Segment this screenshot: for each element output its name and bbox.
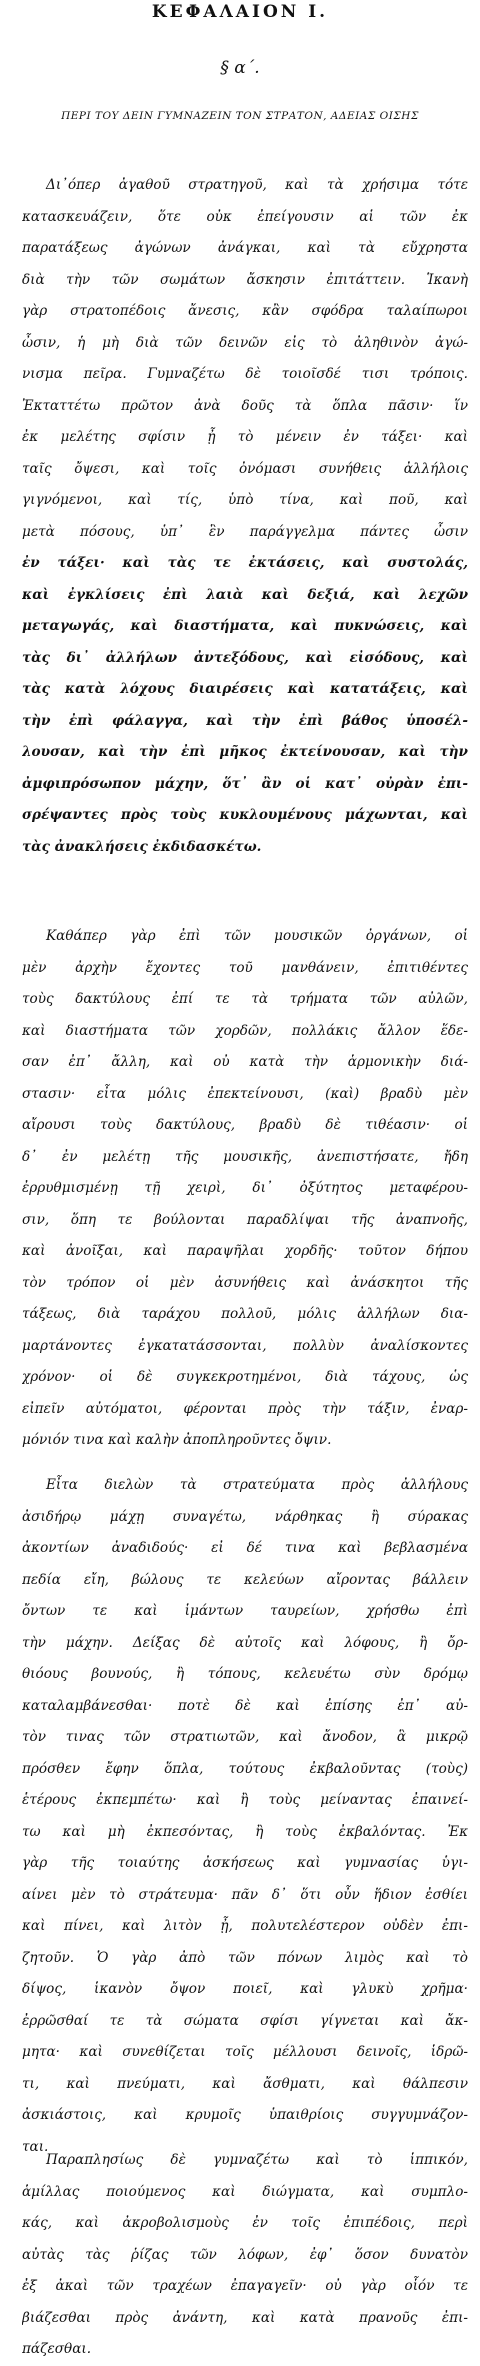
text-line: πάζεσθαι.	[22, 2341, 92, 2357]
text-line: τοὺς δακτύλους ἐπί τε τὰ τρήματα τῶν αὐλῶν,	[22, 991, 468, 1007]
text-line: Καθάπερ γὰρ ἐπὶ τῶν μουσικῶν ὀργάνων, οἱ	[46, 928, 468, 944]
text-line: ζητοῦν. Ὁ γὰρ ἀπὸ τῶν πόνων λιμὸς καὶ τὸ	[22, 1949, 468, 1966]
paragraph-4	[22, 2145, 468, 2366]
text-line: ἀσιδήρῳ μάχῃ συναγέτω, νάρθηκας ἢ σύρακας	[22, 1508, 468, 1525]
text-line: αὐτὰς τὰς ῥίζας τῶν λόφων, ἐφ᾽ ὅσον δυνατὸν	[22, 2246, 468, 2263]
paragraph-1	[22, 170, 468, 863]
text-line: κάς, καὶ ἀκροβολισμοὺς ἐν τοῖς ἐπιπέδοις, περὶ	[22, 2215, 468, 2231]
text-line: ταῖς ὄψεσι, καὶ τοῖς ὀνόμασι συνήθεις ἀλλήλοις	[22, 460, 468, 477]
text-line: γὰρ στρατοπέδοις ἄνεσις, κἂν σφόδρα ταλαίπωροι	[22, 303, 468, 319]
text-line: σρέψαντες πρὸς τοὺς κυκλουμένους μάχωνται, καὶ	[22, 807, 468, 823]
text-line: δ᾽ ἐν μελέτῃ τῆς μουσικῆς, ἀνεπιστήσατε, ἤδη	[22, 1148, 468, 1165]
text-line: μητα· καὶ συνεθίζεται τοῖς μέλλουσι δεινοῖς, ἱδρῶ-	[22, 2044, 468, 2060]
text-line: τι, καὶ πνεύματι, καὶ ἄσθματι, καὶ θάλπεσιν	[22, 2075, 468, 2092]
text-line: νισμα πεῖρα. Γυμναζέτω δὲ τοιοῖσδέ τισι τρόποις.	[22, 366, 468, 382]
section-heading: ΠΕΡΙ ΤΟΥ ΔΕΙΝ ΓΥΜΝΑΖΕΙΝ ΤΟΝ ΣΤΡΑΤΟΝ, ΑΔΕΙΑΣ ΟΙΣΗΣ	[61, 110, 419, 122]
chapter-title: ΚΕΦΑΛΑΙΟΝ Ι.	[151, 2, 329, 22]
text-line: ἐρρυθμισμένῃ τῇ χειρὶ, δι᾽ ὀξύτητος μεταφέρου-	[22, 1180, 468, 1196]
text-line: πρόσθεν ἔφην ὅπλα, τούτους ἐκβαλοῦντας (τοὺς)	[22, 1760, 468, 1777]
section-mark: § α΄.	[220, 58, 260, 78]
text-line: θιόους βουνούς, ἢ τόπους, κελευέτω σὺν δρόμῳ	[22, 1666, 468, 1682]
text-line: καὶ πίνει, καὶ λιτὸν ᾖ, πολυτελέστερον οὐδὲν ἐπι-	[22, 1918, 468, 1934]
text-line: μετὰ πόσους, ὑπ᾽ ἓν παράγγελμα πάντες ὦσιν	[22, 523, 468, 540]
text-line: ἐρρῶσθαί τε τὰ σώματα σφίσι γίγνεται καὶ ἄκ-	[22, 2012, 468, 2029]
text-line: καὶ διαστήματα τῶν χορδῶν, πολλάκις ἄλλον ἕδε-	[22, 1022, 468, 1039]
text-line: καὶ ἀνοῖξαι, καὶ παραψῆλαι χορδῆς· τοῦτον δήπου	[22, 1243, 468, 1259]
text-line: ἀσκιάστοις, καὶ κρυμοῖς ὑπαιθρίοις συγγυμνάζον-	[22, 2107, 468, 2123]
text-line: δίψος, ἱκανὸν ὄψον ποιεῖ, καὶ γλυκὺ χρῆμα·	[22, 1981, 468, 1997]
text-line: ἑτέρους ἐκπεμπέτω· καὶ ἢ τοὺς μείναντας ἐπαινεί-	[22, 1792, 468, 1808]
text-line: μὲν ἀρχὴν ἔχοντες τοῦ μανθάνειν, ἐπιτιθέντες	[22, 959, 468, 976]
text-line: τὸν τινας τῶν στρατιωτῶν, καὶ ἄνοδον, ἃ μικρῷ	[22, 1729, 468, 1745]
text-line: βιάζεσθαι πρὸς ἀνάντη, καὶ κατὰ πρανοῦς ἐπι-	[22, 2309, 468, 2326]
text-line: αἴρουσι τοὺς δακτύλους, βραδὺ δὲ τιθέασιν· οἱ	[22, 1117, 468, 1133]
text-line: Δι᾽όπερ ἀγαθοῦ στρατηγοῦ, καὶ τὰ χρήσιμα τότε	[46, 177, 468, 193]
text-line: λουσαν, καὶ τὴν ἐπὶ μῆκος ἐκτείνουσαν, καὶ τὴν	[22, 744, 468, 760]
text-line: διὰ τὴν τῶν σωμάτων ἄσκησιν ἐπιτάττειν. Ἱκανὴ	[22, 271, 468, 288]
text-line: καὶ ἐγκλίσεις ἐπὶ λαιὰ καὶ δεξιά, καὶ λεχῶν	[22, 586, 468, 603]
text-line: τὰς δι᾽ ἀλλήλων ἀντεξόδους, καὶ εἰσόδους, καὶ	[22, 649, 468, 666]
text-line: γιγνόμενοι, καὶ τίς, ὑπὸ τίνα, καὶ ποῦ, καὶ	[22, 492, 468, 508]
text-line: μεταγωγάς, καὶ διαστήματα, καὶ πυκνώσεις, καὶ	[22, 618, 468, 634]
text-line: τὰς κατὰ λόχους διαιρέσεις καὶ κατατάξεις, καὶ	[22, 681, 468, 697]
text-line: στασιν· εἶτα μόλις ἐπεκτείνουσι, (καὶ) βραδὺ μὲν	[22, 1085, 468, 1102]
paragraph-2	[22, 921, 468, 1457]
text-line: ἁμίλλας ποιούμενος καὶ διώγματα, καὶ συμπλο-	[22, 2183, 468, 2200]
text-line: παρατάξεως ἀγώνων ἀνάγκαι, καὶ τὰ εὔχρηστα	[22, 240, 468, 256]
text-line: τὴν ἐπὶ φάλαγγα, καὶ τὴν ἐπὶ βάθος ὑποσέλ-	[22, 712, 468, 729]
text-line: ὄντων τε καὶ ἱμάντων ταυρείων, χρήσθω ἐπὶ	[22, 1603, 468, 1619]
text-line: γὰρ τῆς τοιαύτης ἀσκήσεως καὶ γυμνασίας ὑγι-	[22, 1855, 468, 1871]
text-line: τάξεως, διὰ ταράχου πολλοῦ, μόλις ἀλλήλων δια-	[22, 1306, 468, 1322]
text-line: Ἐκταττέτω πρῶτον ἀνὰ δοῦς τὰ ὅπλα πᾶσιν· ἵν	[22, 397, 468, 414]
text-line: ἐκ μελέτης σφίσιν ᾖ τὸ μένειν ἐν τάξει· καὶ	[22, 429, 468, 445]
text-line: αίνει μὲν τὸ στράτευμα· πᾶν δ᾽ ὅτι οὖν ἥδιον ἐσθίει	[22, 1886, 468, 1903]
text-line: ἀκοντίων ἀναδιδούς· εἰ δέ τινα καὶ βεβλασμένα	[22, 1540, 468, 1556]
text-line: μόνιόν τινα καὶ καλὴν ἀποπληροῦντες ὄψιν.	[22, 1432, 332, 1448]
text-line: ἀμφιπρόσωπον μάχην, ὅτ᾽ ἂν οἱ κατ᾽ οὐρὰν ἐπι-	[22, 775, 468, 792]
text-line: ὦσιν, ἡ μὴ διὰ τῶν δεινῶν εἰς τὸ ἀληθινὸν ἀγώ-	[22, 334, 468, 351]
text-line: τὴν μάχην. Δείξας δὲ αὐτοῖς καὶ λόφους, ἢ ὄρ-	[22, 1634, 468, 1651]
text-line: Εἶτα διελὼν τὰ στρατεύματα πρὸς ἀλλήλους	[46, 1477, 468, 1493]
text-line: καταλαμβάνεσθαι· ποτὲ δὲ καὶ ἐπίσης ἐπ᾽ αὐ-	[22, 1697, 468, 1714]
text-line: ἐξ ἀκαὶ τῶν τραχέων ἐπαγαγεῖν· οὐ γὰρ οἷόν τε	[22, 2278, 468, 2294]
text-line: σιν, ὅπη τε βούλονται παραδλίψαι τῆς ἀναπνοῆς,	[22, 1211, 468, 1228]
text-line: μαρτάνοντες ἐγκατατάσσονται, πολλὺν ἀναλίσκοντες	[22, 1337, 468, 1354]
paragraph-3	[22, 1470, 468, 2163]
text-line: Παραπλησίως δὲ γυμναζέτω καὶ τὸ ἱππικόν,	[46, 2152, 468, 2168]
text-line: κατασκευάζειν, ὅτε οὐκ ἐπείγουσιν αἱ τῶν ἐκ	[22, 208, 468, 225]
text-line: τὸν τρόπον οἱ μὲν ἀσυνήθεις καὶ ἀνάσκητοι τῆς	[22, 1274, 468, 1291]
text-line: χρόνον· οἱ δὲ συγκεκροτημένοι, διὰ τάχους, ὡς	[22, 1369, 468, 1385]
text-line: τὰς ἀνακλήσεις ἐκδιδασκέτω.	[22, 838, 262, 855]
text-line: τω καὶ μὴ ἐκπεσόντας, ἢ τοὺς ἐκβαλόντας. Ἐκ	[22, 1823, 468, 1840]
text-line: σαν ἐπ᾽ ἄλλη, καὶ οὐ κατὰ τὴν ἁρμονικὴν διά-	[22, 1054, 468, 1070]
text-line: ἐν τάξει· καὶ τὰς τε ἐκτάσεις, καὶ συστολάς,	[22, 555, 468, 571]
text-line: πεδία εἴη, βώλους τε κελεύων αἴροντας βάλλειν	[22, 1571, 468, 1588]
text-line: ται.	[22, 2138, 49, 2155]
text-line: εἰπεῖν αὐτόματοι, φέρονται πρὸς τὴν τάξιν, ἐναρ-	[22, 1400, 468, 1417]
